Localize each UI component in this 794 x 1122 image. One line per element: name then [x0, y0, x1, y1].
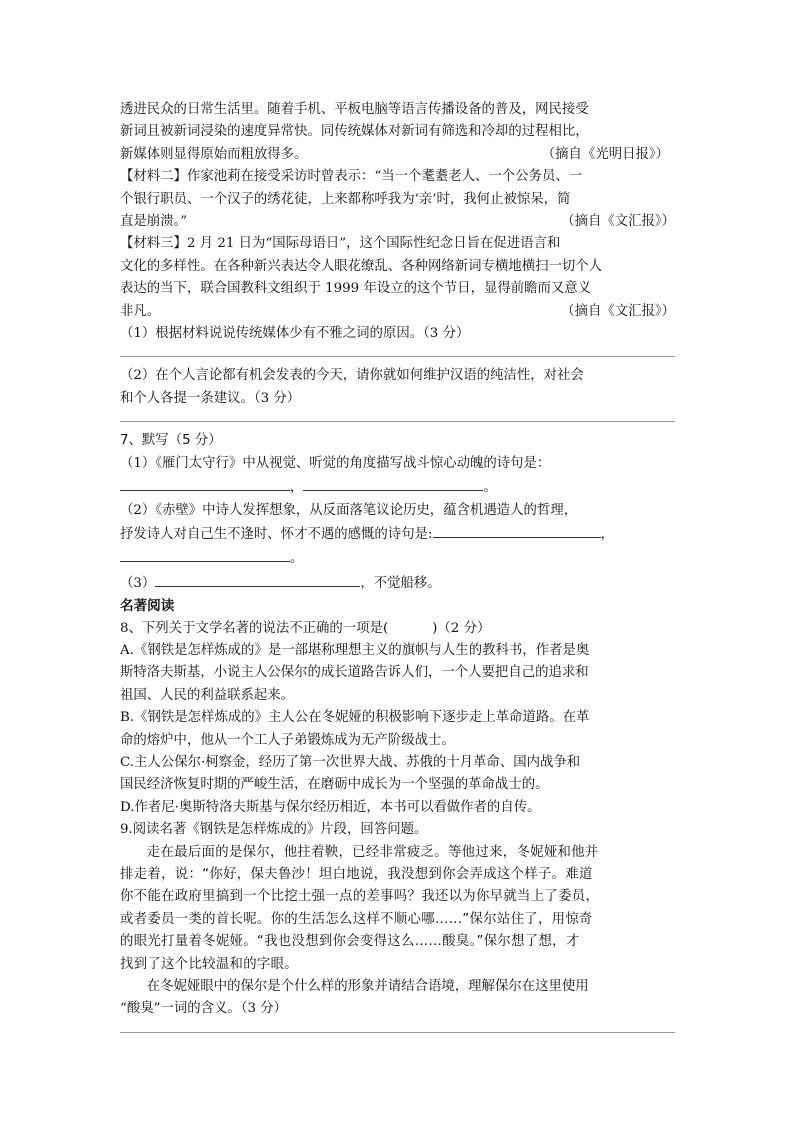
- question-9-ask: “酸臭”一词的含义。（3 分）: [120, 1001, 288, 1017]
- question-9-ask: 在冬妮娅眼中的保尔是个什么样的形象并请结合语境，理解保尔在这里使用: [146, 979, 589, 995]
- text-line: 文化的多样性。在各种新兴表达令人眼花缭乱、各种网络新词专横地横扫一切个人: [120, 258, 603, 274]
- question-7-1: （1）《雁门太守行》中从视觉、听觉的角度描写战斗惊心动魄的诗句是：: [120, 455, 551, 471]
- fill-blank[interactable]: [120, 546, 290, 562]
- excerpt: [120, 842, 675, 976]
- option-a-line: A.《钢铁是怎样炼成的》是一部堪称理想主义的旗帜与人生的教科书，作者是奥: [120, 642, 590, 658]
- source-citation: （摘自《文汇报》）: [561, 214, 675, 230]
- text-line: 表达的当下，联合国教科文组织于 1999 年设立的这个节日，显得前瞻而又意义: [120, 281, 592, 297]
- answer-line[interactable]: [120, 356, 675, 357]
- question-7: [120, 430, 675, 595]
- excerpt-line: 的眼光打量着冬妮娅。“我也没想到你会变得这么……酸臭。”保尔想了想，才: [120, 934, 580, 950]
- excerpt-line: 走在最后面的是保尔，他拄着鞅，已经非常疲乏。等他过来，冬妮娅和他并: [146, 844, 599, 860]
- question-7-2-line1: （2）《赤壁》中诗人发挥想象，从反面落笔议论历史，蕴含机遇造人的哲理，: [120, 502, 578, 518]
- excerpt-line: 你不能在政府里搞到一个比挖土强一点的差事吗？我还以为你早就当上了委员，: [120, 889, 600, 905]
- text-line: 非凡。 （摘自《文汇报》）: [120, 301, 675, 323]
- option-c-line: 国民经济恢复时期的严峻生活，在磨砺中成长为一个坚强的革命战士的。: [120, 777, 549, 793]
- text-line: 【材料二】作家池莉在接受采访时曾表示：“当一个耄耋老人、一个公务员、一: [120, 169, 583, 185]
- option-c-line: C.主人公保尔·柯察金，经历了第一次世界大战、苏俄的十月革命、国内战争和: [120, 754, 581, 770]
- option-a-line: 斯特洛夫斯基，小说主人公保尔的成长道路告诉人们，一个人要把自己的追求和: [120, 665, 589, 681]
- question-6-2-line1: （2）在个人言论都有机会发表的今天，请你就如何维护汉语的纯洁性，对社会: [120, 368, 584, 384]
- excerpt-line: 或者委员一类的首长呢。你的生活怎么这样不顺心哪……”保尔站住了，用惊奇: [120, 911, 593, 927]
- question-8-stem: 8、下列关于文学名著的说法不正确的一项是( )（2 分）: [120, 620, 491, 636]
- fill-blank[interactable]: [155, 571, 360, 587]
- text-line: 新媒体则显得原始而粗放得多。 （摘自《光明日报》）: [120, 144, 675, 166]
- question-8: [120, 618, 675, 820]
- material-two: [120, 166, 675, 233]
- answer-line[interactable]: [120, 1032, 675, 1033]
- question-6: [120, 323, 675, 422]
- question-9: [120, 819, 675, 1033]
- text-line: 个银行职员、一个汉子的绣花徒，上来都称呼我为‘亲’时，我何止被惊呆，简: [120, 191, 571, 207]
- fill-blank[interactable]: [433, 522, 601, 538]
- question-7-2-line2: 抒发诗人对自己生不逢时、怀才不遇的感慨的诗句是: ，: [120, 522, 675, 546]
- question-9-stem: 9.阅读名著《钢铁是怎样炼成的》片段，回答问题。: [120, 822, 428, 838]
- material-three: [120, 233, 675, 323]
- option-a-line: 祖国、人民的利益联系起来。: [120, 687, 295, 703]
- question-7-1-blanks: ， 。: [120, 475, 675, 499]
- exam-page: [120, 99, 675, 1041]
- fill-blank[interactable]: [303, 475, 483, 491]
- option-d-line: D.作者尼·奥斯特洛夫斯基与保尔经历相近，本书可以看做作者的自传。: [120, 799, 541, 815]
- question-7-title: 7、默写（5 分）: [120, 433, 222, 449]
- source-citation: （摘自《光明日报》）: [541, 146, 669, 162]
- question-7-3: （3） ，不觉船移。: [120, 571, 675, 595]
- text-line: 透进民众的日常生活里。随着手机、平板电脑等语言传播设备的普及，网民接受: [120, 102, 589, 117]
- text-line: 新词且被新词浸染的速度异常快。同传统媒体对新词有筛选和冷却的过程相比，: [120, 124, 589, 140]
- section-heading: 名著阅读: [120, 598, 175, 615]
- fill-blank[interactable]: [120, 475, 290, 491]
- question-7-2-line3: 。: [120, 546, 675, 570]
- text-line: 直是崩溃。” （摘自《文汇报》）: [120, 211, 675, 233]
- text-line: 【材料三】2 月 21 日为“国际母语日”，这个国际性纪念日旨在促进语言和: [120, 236, 561, 252]
- option-b-line: 命的熔炉中，他从一个工人子弟锻炼成为无产阶级战士。: [120, 732, 455, 748]
- question-6-1: （1）根据材料说说传统媒体少有不雅之词的原因。（3 分）: [120, 326, 470, 342]
- question-6-2-line2: 和个人各提一条建议。（3 分）: [120, 390, 301, 406]
- answer-line[interactable]: [120, 421, 675, 422]
- option-b-line: B.《钢铁是怎样炼成的》主人公在冬妮娅的积极影响下逐步走上革命道路。在革: [120, 710, 590, 726]
- excerpt-line: 找到了这个比较温和的字眼。: [120, 956, 298, 972]
- passage-continuation: [120, 99, 675, 166]
- source-citation: （摘自《文汇报》）: [561, 303, 675, 319]
- excerpt-line: 排走着，说：“你好，保夫鲁沙！坦白地说，我没想到你会弄成这个样子。难道: [120, 867, 593, 882]
